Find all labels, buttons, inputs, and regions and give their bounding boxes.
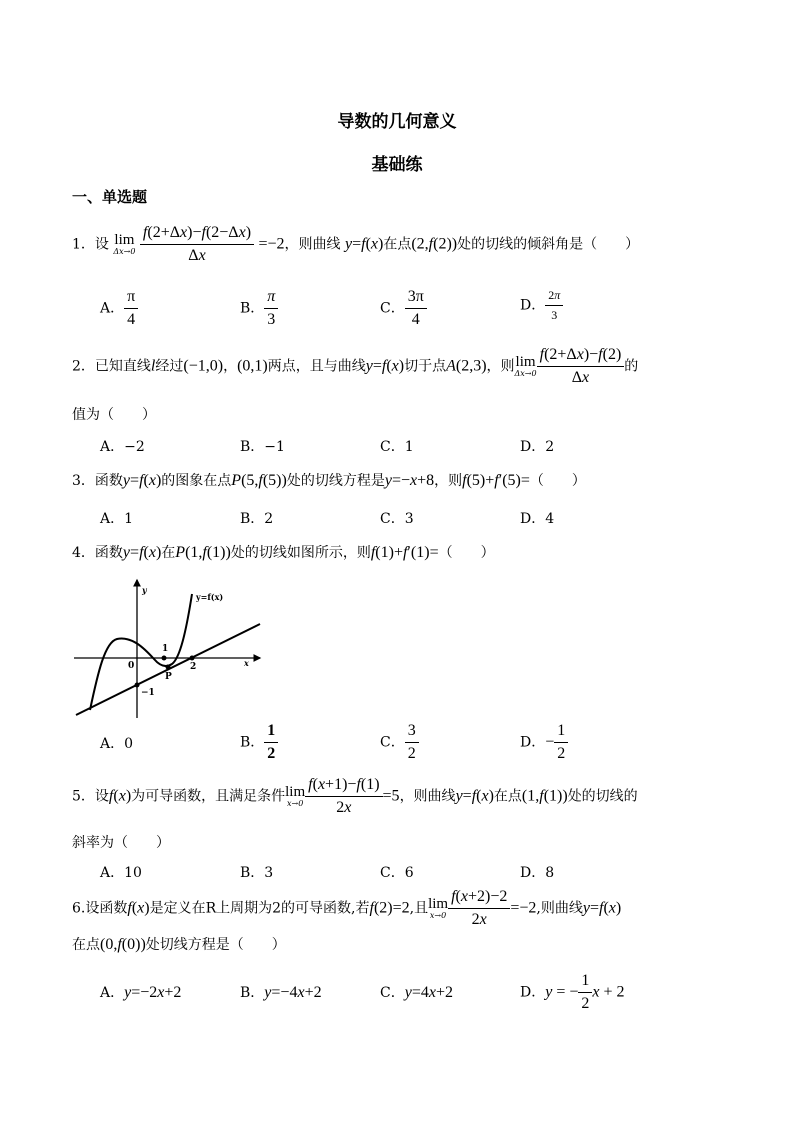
q5-option-b[interactable]: B．3 (240, 865, 274, 881)
curve-label: y=f(x) (196, 592, 224, 602)
q2-option-c[interactable]: C．1 (380, 439, 414, 455)
origin-label: 0 (128, 661, 135, 671)
point-p (166, 665, 171, 670)
label-1: 1 (162, 644, 169, 654)
question-1: 1．设 lim Δx→0 $\frac{f(2+\Delta x)-f(2-\Delta x)}{\Delta x}$ =−2，则曲线 y=f(x)在点(2,f(2))处的切线的倾斜角是（ ） (72, 224, 640, 264)
label-p: P (165, 672, 172, 682)
q2-option-b[interactable]: B．−1 (240, 439, 285, 455)
q6-option-b[interactable]: B．y=−4x+2 (240, 984, 322, 1001)
q6-option-d[interactable]: D．y = − $\frac{1}{2}$ x + 2 (520, 972, 625, 1012)
y-axis-label: y (142, 585, 147, 595)
q5-option-c[interactable]: C．6 (380, 865, 414, 881)
q5-option-a[interactable]: A．10 (100, 865, 142, 881)
q5-option-d[interactable]: D．8 (520, 865, 555, 881)
label-neg1: −1 (141, 688, 155, 698)
page-title: 导数的几何意义 (337, 112, 457, 132)
question-4: 4．函数y=f(x)在P(1,f(1))处的切线如图所示，则f(1)+f′(1)=（ ） (72, 544, 495, 561)
q4-option-c[interactable]: C． $\frac{3}{2}$ (380, 722, 419, 763)
question-6: 6.设函数f(x)是定义在R上周期为2的可导函数,若f(2)=2,且 lim x→0 $\frac{f(x+2)-2}{2x}$ =−2,则曲线y=f(x) (72, 888, 622, 928)
label-2: 2 (190, 662, 197, 672)
q1-option-b[interactable]: B． $\frac{\pi}{3}$ (240, 288, 278, 329)
q3-option-d[interactable]: D．4 (520, 511, 555, 527)
q4-option-b[interactable]: B． $\frac{1}{2}$ (240, 722, 278, 763)
q3-option-c[interactable]: C．3 (380, 511, 414, 527)
question-3: 3．函数y=f(x)的图象在点P(5,f(5))处的切线方程是y=−x+8，则f(5)+f′(5)=（ ） (72, 472, 586, 489)
q6-option-a[interactable]: A．y=−2x+2 (100, 984, 182, 1001)
q6-option-c[interactable]: C．y=4x+2 (380, 984, 453, 1001)
q4-option-d[interactable]: D．− $\frac{1}{2}$ (520, 722, 568, 763)
page-subtitle: 基础练 (371, 155, 423, 175)
q3-option-a[interactable]: A．1 (100, 511, 134, 527)
question-5: 5．设f(x)为可导函数，且满足条件 lim x→0 $\frac{f(x+1)-f(1)}{2x}$ =5，则曲线y=f(x)在点(1,f(1))处的切线的 (72, 776, 638, 816)
question-5-line2: 斜率为（ ） (72, 835, 170, 851)
question-6-line2: 在点(0,f(0))处切线方程是（ ） (72, 936, 286, 953)
x-axis-label: x (244, 658, 249, 668)
q1-option-d[interactable]: D． $\frac{2\pi}{3}$ (520, 288, 563, 323)
q1-option-c[interactable]: C． $\frac{3\pi}{4}$ (380, 288, 427, 329)
q3-option-b[interactable]: B．2 (240, 511, 274, 527)
question-2-line2: 值为（ ） (72, 407, 156, 423)
q2-option-d[interactable]: D．2 (520, 439, 555, 455)
point-y-neg1 (135, 683, 140, 688)
section-heading: 一、单选题 (72, 188, 148, 206)
question-2: 2．已知直线l经过(−1,0)，(0,1)两点，且与曲线y=f(x)切于点A(2,3)，则 lim Δx→0 $\frac{f(2+\Delta x)-f(2)}{\Delta x}$ 的 (72, 346, 639, 386)
q2-option-a[interactable]: A．−2 (100, 439, 145, 455)
point-x-1 (162, 656, 167, 661)
point-x-2 (190, 656, 195, 661)
tangent-graph (72, 572, 267, 720)
q4-option-a[interactable]: A．0 (100, 736, 134, 752)
q1-option-a[interactable]: A． $\frac{\pi}{4}$ (100, 288, 138, 329)
